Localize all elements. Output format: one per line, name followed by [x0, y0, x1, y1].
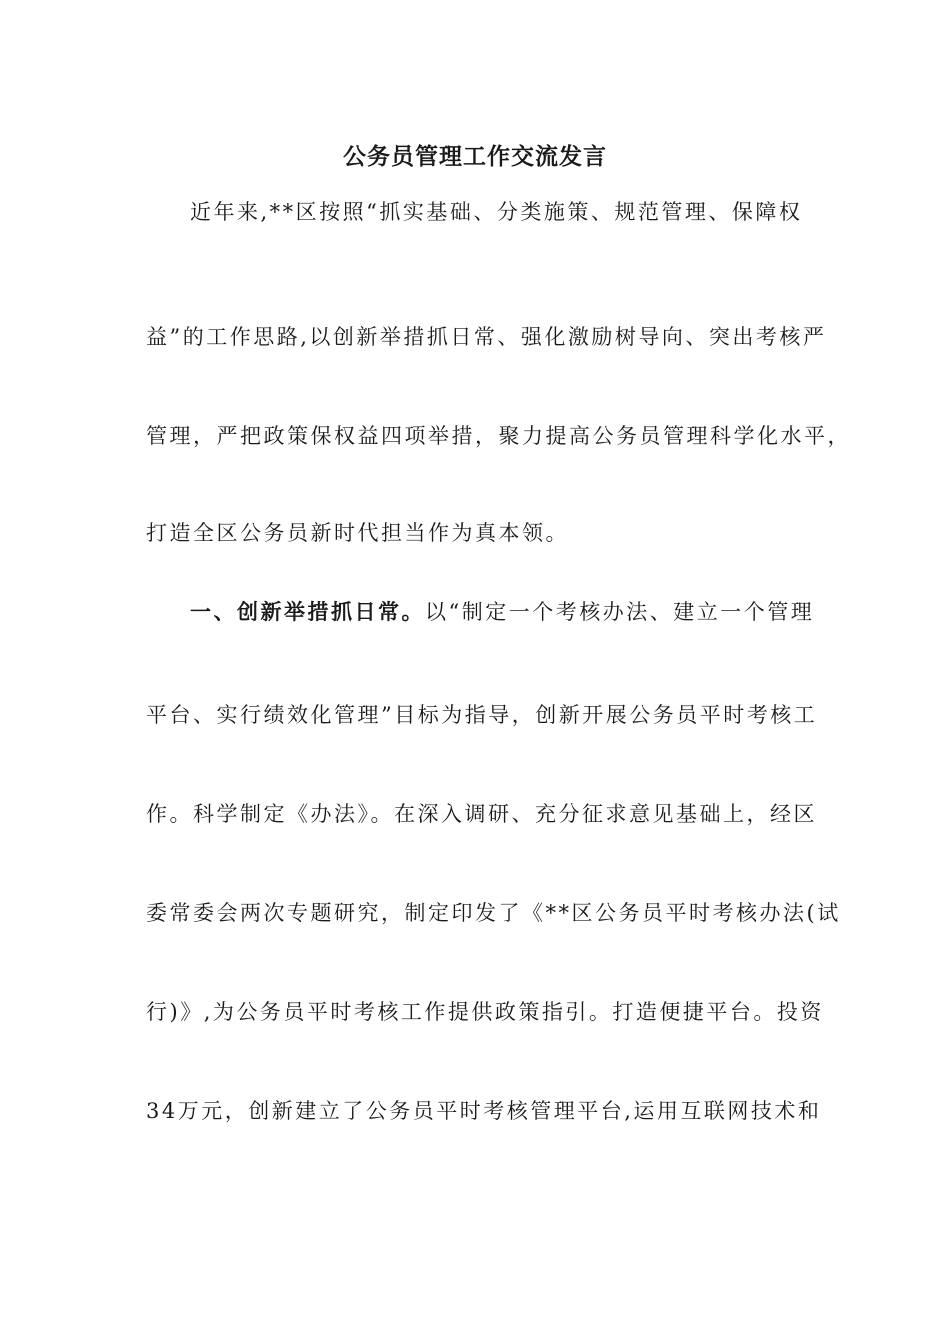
paragraph-line: 近年来,**区按照“抓实基础、分类施策、规范管理、保障权	[190, 200, 803, 224]
paragraph-line: 行)》,为公务员平时考核工作提供政策指引。打造便捷平台。投资	[146, 1000, 824, 1024]
paragraph-line: 委常委会两次专题研究，制定印发了《**区公务员平时考核办法(试	[146, 901, 841, 925]
section-1-heading: 一、创新举措抓日常。	[190, 599, 425, 624]
section-1-text: 以“制定一个考核办法、建立一个管理	[425, 600, 815, 624]
document-title: 公务员管理工作交流发言	[343, 143, 607, 170]
paragraph-line: 平台、实行绩效化管理”目标为指导，创新开展公务员平时考核工	[146, 703, 818, 727]
paragraph-line: 34万元，创新建立了公务员平时考核管理平台,运用互联网技术和	[146, 1099, 822, 1123]
paragraph-line: 打造全区公务员新时代担当作为真本领。	[146, 521, 569, 545]
paragraph-line: 作。科学制定《办法》。在深入调研、充分征求意见基础上，经区	[146, 802, 817, 826]
paragraph-line: 管理，严把政策保权益四项举措，聚力提高公务员管理科学化水平，	[146, 424, 851, 448]
paragraph-line: 益”的工作思路,以创新举措抓日常、强化激励树导向、突出考核严	[146, 325, 827, 349]
section-1-first-line	[190, 597, 850, 627]
